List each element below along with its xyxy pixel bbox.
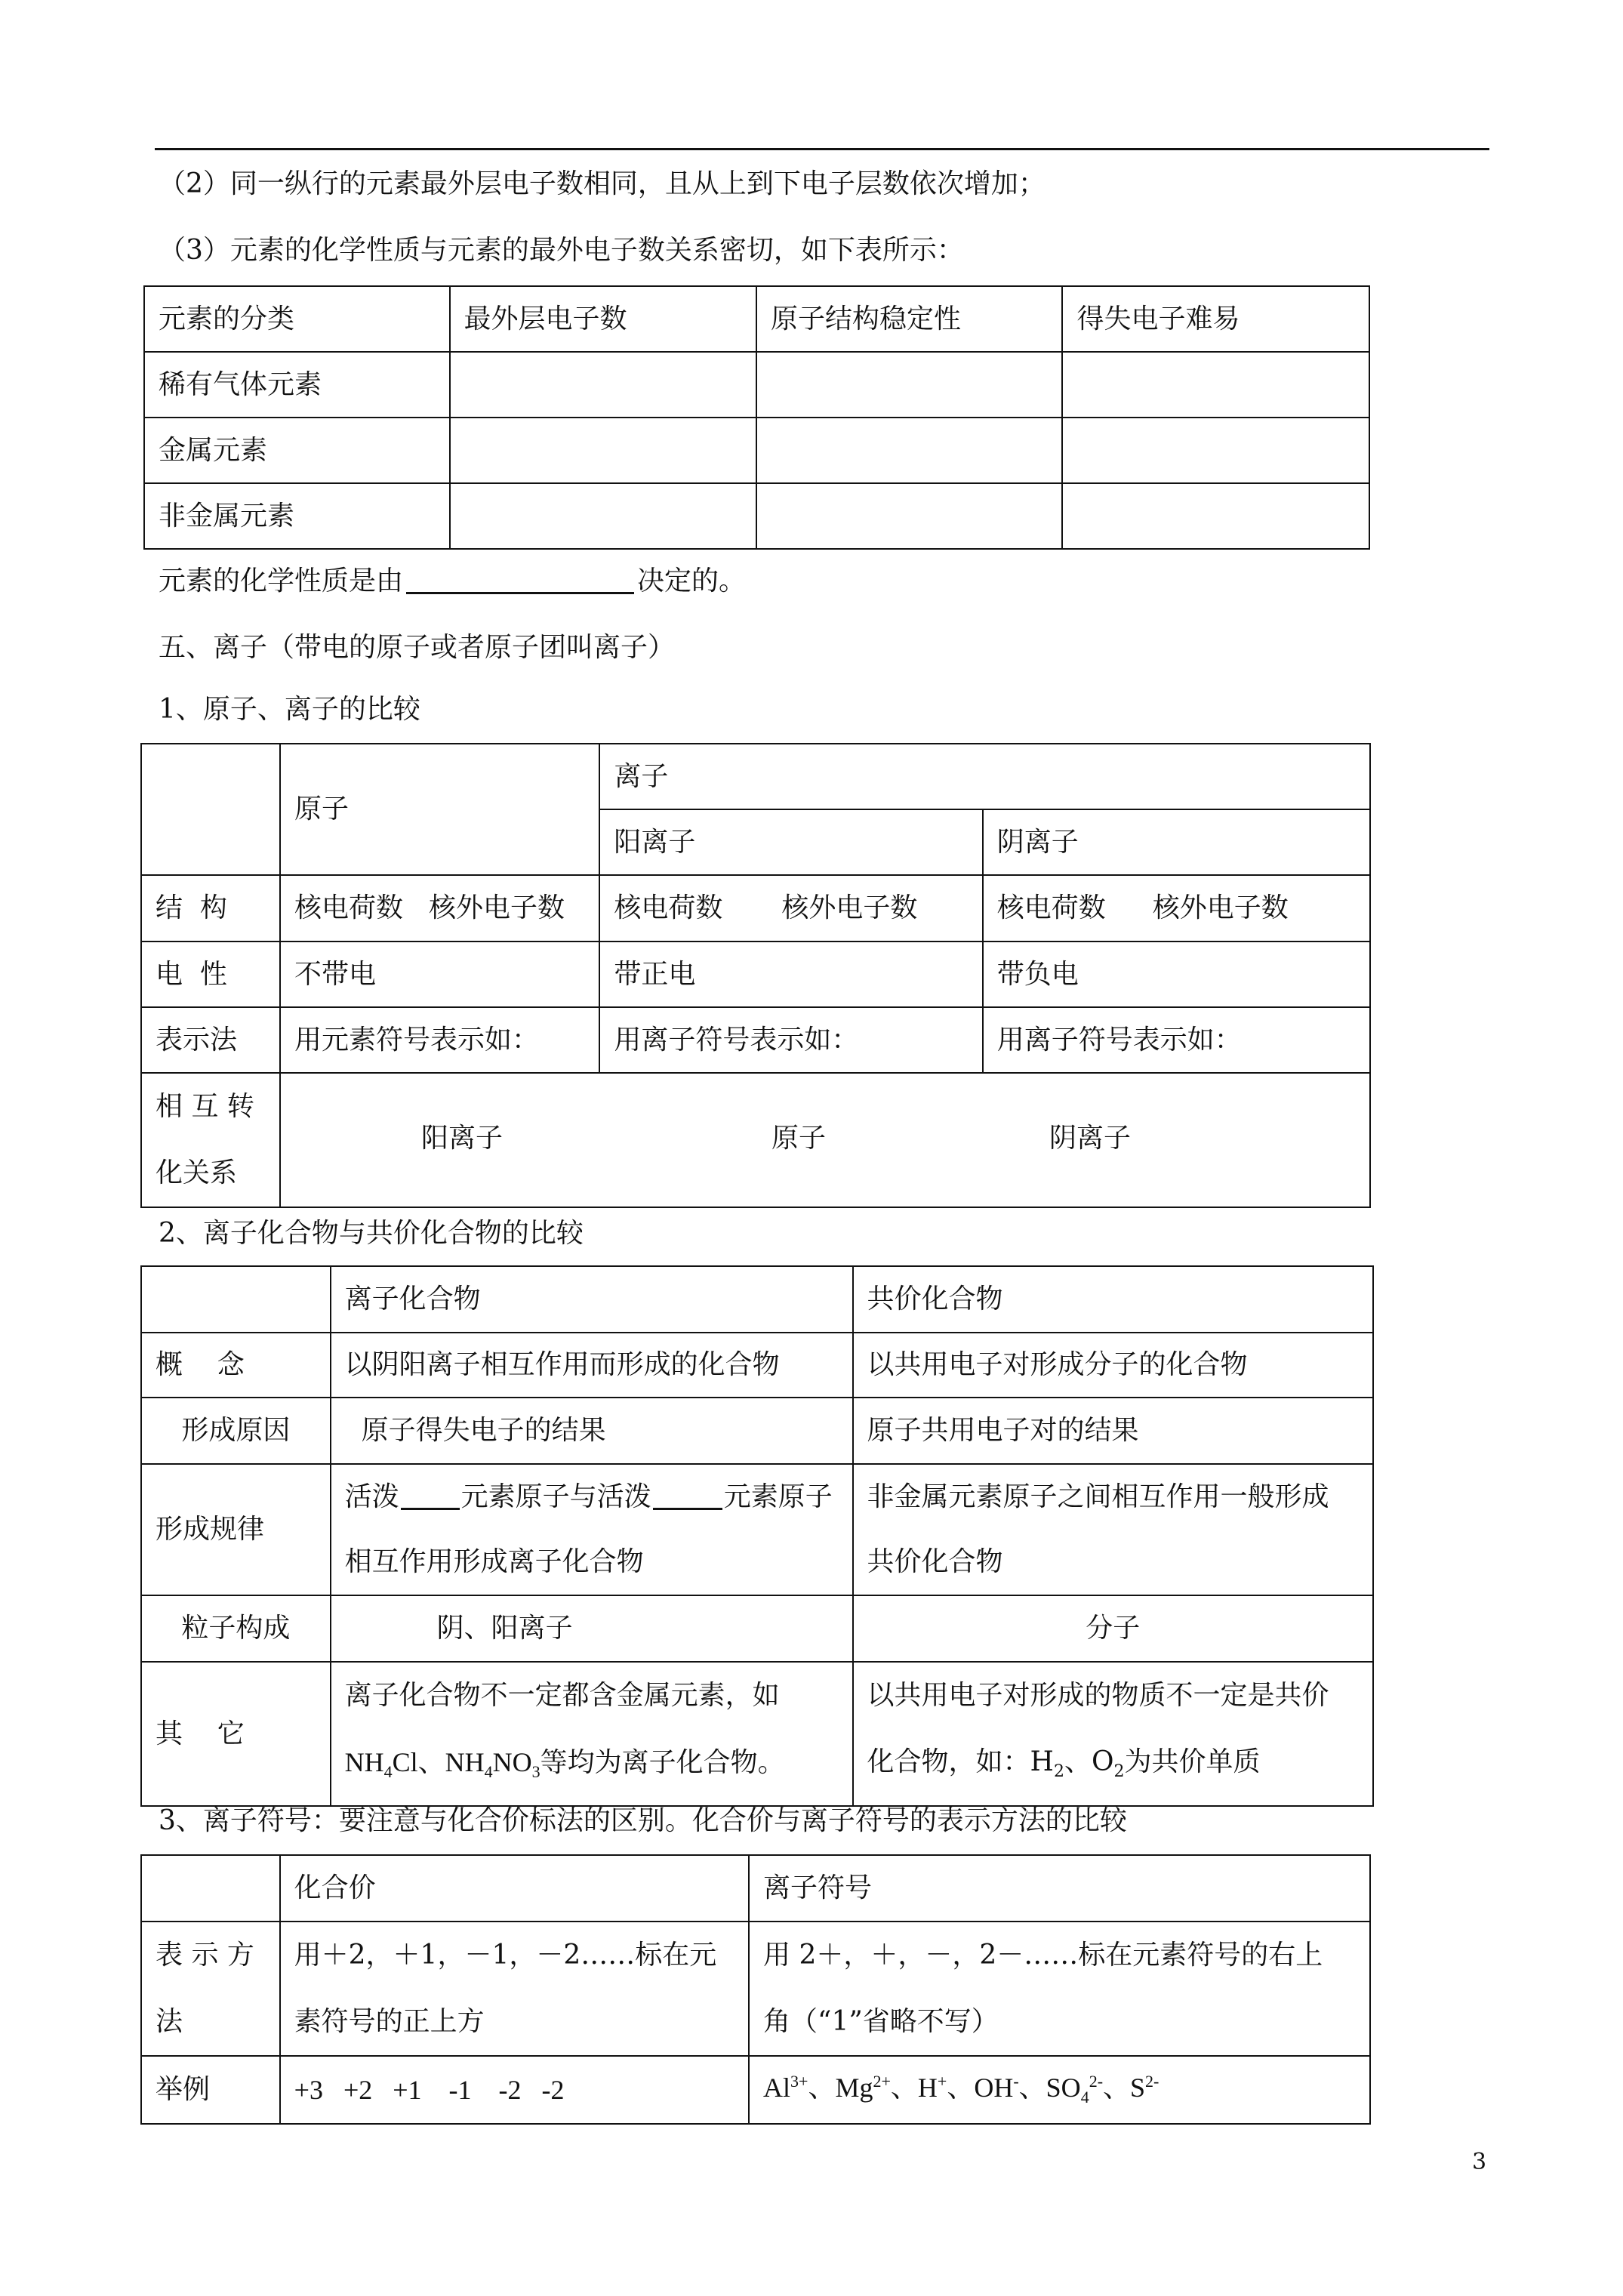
nuclear-charge-text: 核电荷数 [996,892,1106,923]
other-covalent-line-1: 以共用电子对形成的物质不一定是共价 [867,1680,1329,1711]
method-ion-line-2: 角（“1”省略不写） [763,2006,999,2037]
superscript: 2- [1145,2072,1160,2091]
determine-after: 决定的。 [637,566,747,596]
other-label: 其 它 [141,1662,331,1806]
method-valence-line-1: 用＋2，＋1，－1，－2……标在元 [294,1940,717,1971]
method-ion [749,1922,1370,2056]
rule-ionic [331,1464,853,1595]
electron-count-text: 核外电子数 [428,892,565,923]
empty-cell [756,483,1063,549]
charge-cation: 带正电 [599,942,982,1007]
formula-text: NH [344,1747,384,1777]
header-rule [155,148,1489,150]
superscript: + [937,2072,947,2091]
superscript: - [1013,2072,1019,2091]
notation-anion: 用离子符号表示如： [983,1007,1370,1073]
other-covalent [853,1662,1373,1806]
subscript: 4 [383,1762,393,1782]
empty-cell [450,418,756,483]
subsection-title-3: 3、离子符号：要注意与化合价标法的区别。化合价与离子符号的表示方法的比较 [159,1805,1127,1836]
rule-covalent [853,1464,1373,1595]
ion-symbol: 、S [1103,2073,1146,2103]
covalent-header: 共价化合物 [853,1266,1373,1333]
section-title: 五、离子（带电的原子或者原子团叫离子） [159,632,676,663]
example-ions [749,2056,1370,2124]
particle-label: 粒子构成 [141,1595,331,1662]
empty-cell [450,483,756,549]
concept-covalent: 以共用电子对形成分子的化合物 [853,1333,1373,1398]
formula-text: 化合物，如：H [867,1746,1054,1777]
other-ionic [331,1662,853,1806]
method-valence [280,1922,749,2056]
notation-atom: 用元素符号表示如： [280,1007,599,1073]
empty-cell [1062,352,1369,418]
element-classification-table [143,285,1370,550]
empty-cell [756,352,1063,418]
fill-blank [406,569,634,594]
structure-cation [599,875,982,942]
cause-label: 形成原因 [141,1398,331,1464]
empty-cell [1062,483,1369,549]
rule-label: 形成规律 [141,1464,331,1595]
ion-symbol: 、Mg [808,2073,873,2103]
ionic-header: 离子化合物 [331,1266,853,1333]
paragraph-line-2: （3）元素的化学性质与元素的最外电子数关系密切，如下表所示： [159,235,964,266]
page-number: 3 [1472,2149,1487,2175]
method-valence-line-2: 素符号的正上方 [294,2006,485,2037]
nuclear-charge-text: 核电荷数 [294,892,403,923]
empty-cell [1062,418,1369,483]
valence-header: 化合价 [280,1855,749,1922]
method-ion-line-1: 用 2＋，＋，－，2－……标在元素符号的右上 [763,1940,1323,1971]
conversion-atom: 原子 [771,1123,826,1154]
electron-count-text: 核外电子数 [781,892,918,923]
example-valence: +3 +2 +1 -1 -2 -2 [280,2056,749,2124]
subscript: 2 [1053,1762,1064,1782]
concept-ionic: 以阴阳离子相互作用而形成的化合物 [331,1333,853,1398]
conversion-label-line-1: 相 互 转 [156,1091,254,1122]
ion-symbol: 、SO [1018,2073,1081,2103]
rule-text: 元素原子 [723,1481,833,1512]
table-header-cell: 元素的分类 [144,286,450,352]
formula-text: 等均为离子化合物。 [540,1747,785,1778]
table-row-label: 非金属元素 [144,483,450,549]
superscript: 2- [1089,2072,1104,2091]
formula-text: 为共价单质 [1124,1746,1261,1777]
formula-text: 、O [1064,1746,1114,1777]
conversion-label-line-2: 化关系 [156,1157,238,1188]
subscript: 2 [1113,1762,1125,1782]
paragraph-line-1: （2）同一纵行的元素最外层电子数相同，且从上到下电子层数依次增加； [159,168,1046,199]
particle-ionic: 阴、阳离子 [331,1595,853,1662]
particle-covalent: 分子 [853,1595,1373,1662]
structure-anion [983,875,1370,942]
cause-covalent: 原子共用电子对的结果 [853,1398,1373,1464]
table-header-cell: 原子结构稳定性 [756,286,1063,352]
charge-anion: 带负电 [983,942,1370,1007]
charge-label: 电 性 [141,942,280,1007]
electron-count-text: 核外电子数 [1152,892,1289,923]
table-row-label: 金属元素 [144,418,450,483]
concept-label: 概 念 [141,1333,331,1398]
determine-before: 元素的化学性质是由 [159,566,404,596]
superscript: 2+ [873,2072,891,2091]
method-label-line-1: 表 示 方 [156,1940,254,1971]
notation-label: 表示法 [141,1007,280,1073]
ion-header: 离子 [599,744,1370,809]
ion-symbol: 、OH [947,2073,1014,2103]
cation-header: 阳离子 [599,809,982,875]
valence-ion-symbol-table [140,1854,1371,2125]
notation-cation: 用离子符号表示如： [599,1007,982,1073]
nuclear-charge-text: 核电荷数 [614,892,723,923]
empty-cell [756,418,1063,483]
structure-label: 结 构 [141,875,280,942]
table-row-label: 稀有气体元素 [144,352,450,418]
ion-symbol: 、H [890,2073,938,2103]
formula-text: Cl、NH [392,1747,485,1777]
subscript: 3 [531,1762,540,1782]
table-header-cell: 最外层电子数 [450,286,756,352]
atom-header: 原子 [280,744,599,875]
method-label-line-2: 法 [156,2006,183,2037]
method-label [141,1922,280,2056]
conversion-cell [280,1073,1370,1207]
corner-cell [141,744,280,875]
corner-cell [141,1266,331,1333]
table-header-cell: 得失电子难易 [1062,286,1369,352]
structure-atom [280,875,599,942]
cause-ionic: 原子得失电子的结果 [331,1398,853,1464]
other-ionic-line-2 [345,1729,839,1805]
rule-ionic-line-1 [345,1465,839,1530]
subsection-title-2: 2、离子化合物与共价化合物的比较 [159,1218,584,1249]
other-ionic-line-1: 离子化合物不一定都含金属元素，如 [344,1680,780,1711]
corner-cell [141,1855,280,1922]
fill-blank [401,1485,460,1510]
anion-header: 阴离子 [983,809,1370,875]
rule-ionic-line-2: 相互作用形成离子化合物 [344,1546,644,1577]
example-label: 举例 [141,2056,280,2124]
subscript: 4 [1080,2088,1089,2107]
rule-text: 元素原子与活泼 [460,1481,651,1512]
empty-cell [450,352,756,418]
other-covalent-line-2 [867,1729,1359,1805]
ion-symbol-header: 离子符号 [749,1855,1370,1922]
rule-covalent-line-1: 非金属元素原子之间相互作用一般形成 [867,1481,1329,1512]
ion-symbol: Al [763,2073,791,2103]
compound-comparison-table [140,1265,1374,1807]
formula-text: NO [492,1747,532,1777]
subsection-title-1: 1、原子、离子的比较 [159,694,420,725]
charge-atom: 不带电 [280,942,599,1007]
rule-text: 活泼 [344,1481,399,1512]
conversion-label [141,1073,280,1207]
atom-ion-comparison-table [140,743,1371,1208]
rule-covalent-line-2: 共价化合物 [867,1546,1003,1577]
conversion-anion: 阴离子 [1049,1123,1131,1154]
subscript: 4 [484,1762,493,1782]
determine-sentence [159,565,746,598]
fill-blank [653,1485,722,1510]
superscript: 3+ [790,2072,808,2091]
conversion-cation: 阳离子 [420,1123,503,1154]
